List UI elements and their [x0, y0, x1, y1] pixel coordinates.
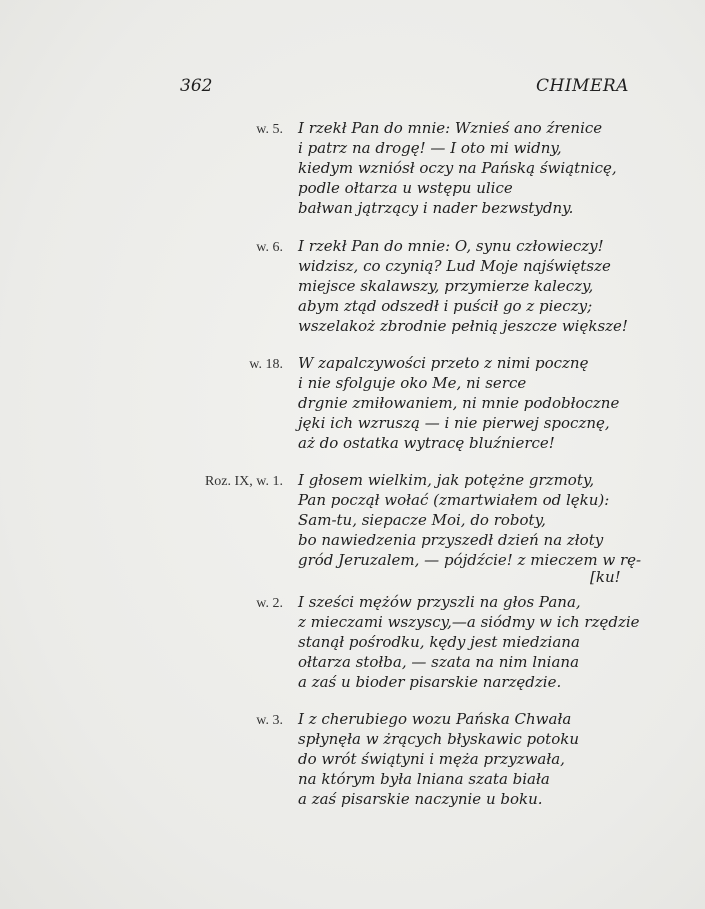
verse-line: a zaś u bioder pisarskie narzędzie.: [298, 673, 562, 691]
verse-reference: w. 18.: [249, 357, 283, 372]
verse-line: Sam-tu, siepacze Moi, do roboty,: [298, 511, 546, 529]
verse-line: miejsce skalawszy, przymierze kaleczy,: [298, 277, 594, 295]
line-continuation: [ku!: [590, 568, 621, 586]
verse-line: bałwan jątrzący i nader bezwstydny.: [298, 199, 574, 217]
verse-line: na którym była lniana szata biała: [298, 770, 550, 788]
verse-reference: w. 5.: [256, 122, 283, 137]
stanza: [298, 353, 638, 453]
verse-line: a zaś pisarskie naczynie u boku.: [298, 790, 543, 808]
verse-line: kiedym wzniósł oczy na Pańską świątnicę,: [298, 159, 617, 177]
verse-line: I głosem wielkim, jak potężne grzmoty,: [298, 471, 595, 489]
stanza: [298, 470, 642, 570]
verse-line: stanął pośrodku, kędy jest miedziana: [298, 633, 580, 651]
page-number: 362: [180, 76, 213, 96]
verse-line: do wrót świątyni i męża przyzwała,: [298, 750, 565, 768]
verse-reference: w. 3.: [256, 713, 283, 728]
stanza: [298, 592, 638, 692]
verse-reference: w. 6.: [256, 240, 283, 255]
verse-line: I rzekł Pan do mnie: Wznieś ano źrenice: [298, 119, 603, 137]
verse-line: drgnie zmiłowaniem, ni mnie podobłoczne: [298, 394, 620, 412]
stanza: [298, 709, 638, 809]
verse-line: i nie sfolguje oko Me, ni serce: [298, 374, 527, 392]
verse-line: W zapalczywości przeto z nimi pocznę: [298, 354, 589, 372]
verse-line: gród Jeruzalem, — pójdźcie! z mieczem w rę-: [298, 551, 642, 569]
stanza: [298, 118, 638, 218]
verse-line: aż do ostatka wytracę bluźnierce!: [298, 434, 555, 452]
verse-line: widzisz, co czynią? Lud Moje najświętsze: [298, 257, 611, 275]
verse-reference: Roz. IX, w. 1.: [204, 474, 283, 489]
verse-line: I sześci mężów przyszli na głos Pana,: [298, 593, 581, 611]
verse-line: I z cherubiego wozu Pańska Chwała: [298, 710, 572, 728]
verse-line: bo nawiedzenia przyszedł dzień na złoty: [298, 531, 604, 549]
verse-line: i patrz na drogę! — I oto mi widny,: [298, 139, 562, 157]
verse-line: z mieczami wszyscy,—a siódmy w ich rzędzie: [298, 613, 640, 631]
verse-line: ołtarza stołba, — szata na nim lniana: [298, 653, 580, 671]
verse-line: I rzekł Pan do mnie: O, synu człowieczy!: [298, 237, 604, 255]
verse-line: podle ołtarza u wstępu ulice: [298, 179, 513, 197]
verse-line: jęki ich wzruszą — i nie pierwej spocznę,: [298, 414, 610, 432]
verse-line: abym ztąd odszedł i puścił go z pieczy;: [298, 297, 593, 315]
stanza: [298, 236, 638, 336]
verse-line: Pan począł wołać (zmartwiałem od lęku):: [298, 491, 610, 509]
verse-reference: w. 2.: [256, 596, 283, 611]
running-title: CHIMERA: [536, 76, 629, 96]
verse-line: wszelakoż zbrodnie pełnią jeszcze większe!: [298, 317, 628, 335]
verse-line: spłynęła w żrących błyskawic potoku: [298, 730, 579, 748]
